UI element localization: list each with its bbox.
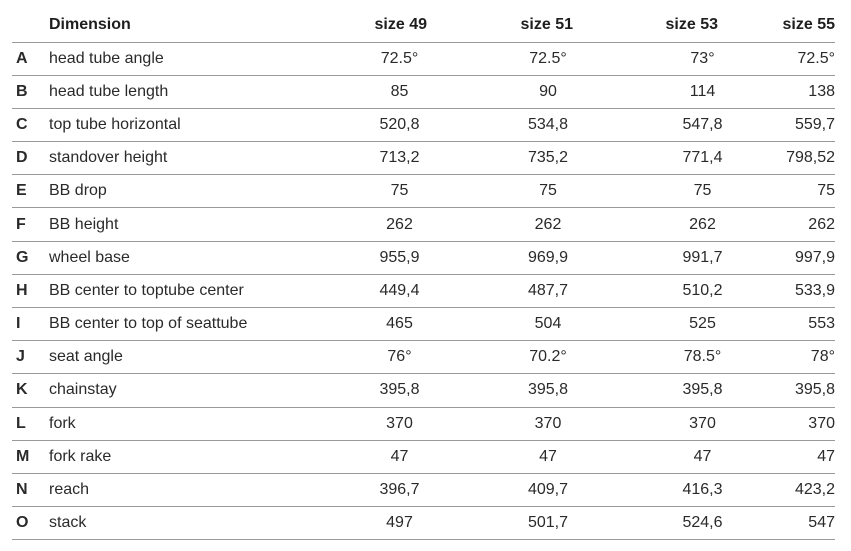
- value-size-49: 262: [386, 215, 413, 233]
- value-size-55: 997,9: [794, 248, 835, 266]
- value-size-55: 395,8: [794, 381, 835, 399]
- table-row: [12, 308, 835, 341]
- header-letter-cell: [12, 8, 49, 42]
- value-size-53: 525: [689, 315, 716, 333]
- row-dimension-name: reach: [49, 481, 90, 499]
- row-dimension-name: chainstay: [49, 381, 117, 399]
- header-size-53: size 53: [611, 8, 756, 42]
- value-size-55: 553: [808, 315, 835, 333]
- table-row: [12, 473, 835, 506]
- value-size-51: 70.2°: [529, 348, 567, 366]
- value-size-53: 771,4: [682, 149, 723, 167]
- value-size-51: 262: [534, 215, 562, 233]
- value-size-55: 547: [808, 514, 835, 532]
- row-letter: G: [16, 248, 29, 266]
- table-header: [12, 8, 835, 42]
- header-dimension: Dimension: [49, 8, 334, 42]
- value-size-51: 501,7: [527, 514, 569, 532]
- value-size-49: 497: [386, 514, 413, 532]
- row-dimension-name: BB height: [49, 215, 119, 233]
- table-row: [12, 374, 835, 407]
- row-letter: H: [16, 281, 28, 299]
- value-size-55: 423,2: [794, 481, 835, 499]
- table-row: [12, 75, 835, 108]
- value-size-53: 510,2: [682, 281, 723, 299]
- value-size-49: 713,2: [379, 149, 420, 167]
- row-dimension-name: head tube length: [49, 82, 169, 100]
- value-size-49: 395,8: [379, 381, 420, 399]
- table-row: [12, 42, 835, 75]
- row-letter: C: [16, 115, 28, 133]
- table-row: [12, 241, 835, 274]
- geometry-table: [12, 8, 835, 540]
- value-size-51: 504: [534, 315, 562, 333]
- value-size-49: 465: [386, 315, 413, 333]
- value-size-49: 955,9: [379, 248, 420, 266]
- row-letter: F: [16, 215, 26, 233]
- row-letter: K: [16, 381, 28, 399]
- row-letter: O: [16, 514, 29, 532]
- row-dimension-name: BB center to top of seattube: [49, 315, 248, 333]
- table-body: [12, 42, 835, 540]
- table-row: [12, 108, 835, 141]
- row-dimension-name: fork: [49, 414, 76, 432]
- row-dimension-name: stack: [49, 514, 87, 532]
- value-size-55: 798,52: [786, 149, 835, 167]
- value-size-53: 395,8: [682, 381, 723, 399]
- row-dimension-name: wheel base: [49, 248, 130, 266]
- value-size-49: 75: [390, 182, 409, 200]
- value-size-51: 969,9: [527, 248, 569, 266]
- value-size-51: 409,7: [527, 481, 569, 499]
- value-size-55: 262: [808, 215, 835, 233]
- row-letter: E: [16, 182, 27, 200]
- table-row: [12, 142, 835, 175]
- row-dimension-name: fork rake: [49, 447, 112, 465]
- header-size-51: size 51: [465, 8, 611, 42]
- value-size-55: 78°: [810, 348, 835, 366]
- value-size-55: 72.5°: [797, 49, 835, 67]
- table-row: [12, 440, 835, 473]
- value-size-49: 85: [390, 82, 409, 100]
- value-size-55: 533,9: [794, 281, 835, 299]
- row-letter: I: [16, 315, 21, 333]
- value-size-53: 262: [689, 215, 716, 233]
- header-size-55: size 55: [756, 8, 835, 42]
- value-size-51: 370: [534, 414, 562, 432]
- value-size-51: 75: [539, 182, 557, 200]
- row-dimension-name: top tube horizontal: [49, 115, 181, 133]
- row-letter: M: [16, 447, 30, 465]
- row-dimension-name: head tube angle: [49, 49, 164, 67]
- value-size-53: 991,7: [682, 248, 723, 266]
- header-size-49: size 49: [334, 8, 465, 42]
- row-dimension-name: seat angle: [49, 348, 123, 366]
- value-size-53: 547,8: [682, 115, 723, 133]
- value-size-55: 138: [808, 82, 835, 100]
- row-letter: D: [16, 149, 28, 167]
- value-size-53: 75: [693, 182, 712, 200]
- value-size-53: 73°: [690, 49, 715, 67]
- row-letter: B: [16, 82, 28, 100]
- value-size-53: 370: [689, 414, 716, 432]
- value-size-49: 76°: [387, 348, 412, 366]
- row-dimension-name: BB center to toptube center: [49, 281, 244, 299]
- value-size-51: 534,8: [527, 115, 569, 133]
- value-size-49: 47: [390, 447, 409, 465]
- table-row: [12, 175, 835, 208]
- row-letter: N: [16, 481, 28, 499]
- row-letter: J: [16, 348, 25, 366]
- value-size-49: 449,4: [379, 281, 420, 299]
- value-size-51: 72.5°: [529, 49, 567, 67]
- value-size-51: 47: [539, 447, 557, 465]
- header-row: [12, 8, 835, 42]
- table-row: [12, 274, 835, 307]
- value-size-53: 416,3: [682, 481, 723, 499]
- table-row: [12, 507, 835, 540]
- value-size-53: 78.5°: [683, 348, 722, 366]
- value-size-49: 396,7: [379, 481, 420, 499]
- table-row: [12, 341, 835, 374]
- table-row: [12, 208, 835, 241]
- value-size-53: 114: [689, 82, 716, 100]
- value-size-55: 75: [817, 182, 835, 200]
- value-size-55: 47: [817, 447, 835, 465]
- value-size-51: 487,7: [527, 281, 569, 299]
- value-size-49: 520,8: [379, 115, 420, 133]
- row-letter: L: [16, 414, 26, 432]
- value-size-51: 735,2: [527, 149, 569, 167]
- table-row: [12, 407, 835, 440]
- value-size-51: 90: [539, 82, 557, 100]
- row-letter: A: [16, 49, 28, 67]
- value-size-55: 370: [808, 414, 835, 432]
- row-dimension-name: standover height: [49, 149, 168, 167]
- row-dimension-name: BB drop: [49, 182, 107, 200]
- value-size-49: 370: [386, 414, 413, 432]
- value-size-53: 47: [693, 447, 712, 465]
- value-size-53: 524,6: [682, 514, 723, 532]
- value-size-55: 559,7: [794, 115, 835, 133]
- value-size-51: 395,8: [527, 381, 569, 399]
- value-size-49: 72.5°: [380, 49, 419, 67]
